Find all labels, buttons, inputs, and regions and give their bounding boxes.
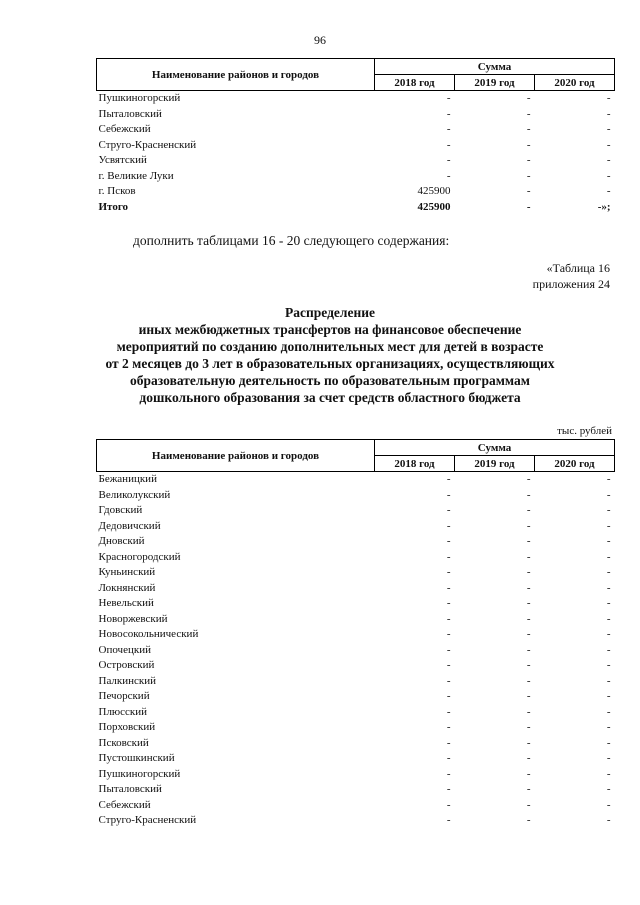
value-2019: - (526, 798, 531, 811)
value-2019: - (526, 535, 531, 548)
value-2020: - (606, 659, 611, 672)
value-2019: - (526, 566, 531, 579)
table-row (97, 488, 615, 504)
value-2020: - (606, 169, 611, 182)
table-row (97, 138, 615, 154)
table-row (97, 91, 615, 107)
title-line: иных межбюджетных трансфертов на финансовое обеспечение (138, 322, 522, 337)
value-2020: - (606, 123, 611, 136)
value-2020: - (606, 550, 611, 563)
district-name: Пушкиногорский (98, 767, 181, 780)
value-2019: - (526, 504, 531, 517)
value-2019: - (526, 690, 531, 703)
title-line: дошкольного образования за счет средств областного бюджета (139, 390, 521, 405)
district-name: Пыталовский (98, 107, 162, 120)
district-name: Куньинский (98, 566, 156, 579)
value-2018: - (446, 767, 451, 780)
value-2018: - (446, 535, 451, 548)
value-2020: - (606, 783, 611, 796)
title-line: образовательную деятельность по образовательным программам (130, 373, 530, 388)
table-2 (96, 439, 615, 829)
table-row (97, 184, 615, 200)
value-2019: - (526, 705, 531, 718)
value-2018: - (446, 581, 451, 594)
district-name: Островский (98, 659, 155, 672)
value-2018: - (446, 92, 451, 105)
table-row (97, 705, 615, 721)
district-name: Гдовский (98, 504, 143, 517)
value-2019: - (526, 721, 531, 734)
value-2018: - (446, 643, 451, 656)
table-row (97, 643, 615, 659)
district-name: Себежский (98, 798, 151, 811)
value-2018: - (446, 612, 451, 625)
page-number: 96 (314, 33, 326, 47)
value-2020: - (606, 736, 611, 749)
table-row (97, 736, 615, 752)
value-2020: - (606, 581, 611, 594)
header-2020: 2020 год (535, 75, 615, 91)
value-2018: - (446, 674, 451, 687)
value-2018: - (446, 705, 451, 718)
value-2020: - (606, 185, 611, 198)
value-2019: - (526, 473, 531, 486)
table-row (97, 472, 615, 488)
table-row (97, 169, 615, 185)
table-row (97, 798, 615, 814)
table-total-row (97, 200, 615, 216)
value-2019: - (526, 612, 531, 625)
district-name: Пустошкинский (98, 752, 175, 765)
header-sum: Сумма (375, 440, 615, 456)
value-2018: - (446, 169, 451, 182)
value-2019: - (526, 519, 531, 532)
district-name: Порховский (98, 721, 156, 734)
district-name: Псковский (98, 736, 149, 749)
value-2019: - (526, 200, 531, 213)
value-2020: - (606, 92, 611, 105)
value-2018: - (446, 519, 451, 532)
value-2020: - (606, 597, 611, 610)
table-row (97, 689, 615, 705)
value-2018: 425900 (417, 185, 451, 198)
district-name: Красногородский (98, 550, 181, 563)
value-2019: - (526, 814, 531, 827)
table-row (97, 107, 615, 123)
district-name: Локнянский (98, 581, 156, 594)
value-2019: - (526, 550, 531, 563)
district-name: Бежаницкий (98, 473, 157, 486)
value-2020: - (606, 767, 611, 780)
value-2018: - (446, 504, 451, 517)
table-row (97, 534, 615, 550)
value-2020: - (606, 690, 611, 703)
value-2018: - (446, 783, 451, 796)
district-name: Печорский (98, 690, 150, 703)
district-name: Плюсский (98, 705, 148, 718)
table-row (97, 581, 615, 597)
value-2020: - (606, 643, 611, 656)
district-name: Себежский (98, 123, 151, 136)
value-2018: - (446, 550, 451, 563)
table-row (97, 153, 615, 169)
value-2020: - (606, 612, 611, 625)
table-row (97, 519, 615, 535)
value-2018: - (446, 721, 451, 734)
table-row (97, 627, 615, 643)
value-2019: - (526, 154, 531, 167)
value-2020: - (606, 798, 611, 811)
table-1-body (97, 91, 615, 216)
value-2020: - (606, 154, 611, 167)
value-2020: - (606, 705, 611, 718)
value-2018: - (446, 154, 451, 167)
value-2020: - (606, 535, 611, 548)
district-name: Пыталовский (98, 783, 162, 796)
value-2018: 425900 (417, 200, 451, 213)
value-2020: - (606, 138, 611, 151)
value-2019: - (526, 107, 531, 120)
value-2018: - (446, 473, 451, 486)
value-2019: - (526, 123, 531, 136)
table-row (97, 658, 615, 674)
value-2018: - (446, 107, 451, 120)
district-name: Великолукский (98, 488, 171, 501)
value-2018: - (446, 798, 451, 811)
table-row (97, 720, 615, 736)
district-name: Опочецкий (98, 643, 151, 656)
value-2020: -»; (597, 200, 611, 213)
value-2020: - (606, 566, 611, 579)
value-2019: - (526, 659, 531, 672)
value-2018: - (446, 659, 451, 672)
value-2020: - (606, 674, 611, 687)
header-sum: Сумма (375, 59, 615, 75)
value-2020: - (606, 473, 611, 486)
district-name: Палкинский (98, 674, 157, 687)
header-name-col: Наименование районов и городов (97, 440, 375, 472)
value-2018: - (446, 814, 451, 827)
value-2018: - (446, 736, 451, 749)
value-2019: - (526, 597, 531, 610)
value-2020: - (606, 814, 611, 827)
table-row (97, 782, 615, 798)
table-row (97, 596, 615, 612)
district-name: Дедовичский (98, 519, 161, 532)
table-row (97, 122, 615, 138)
value-2019: - (526, 185, 531, 198)
value-2019: - (526, 783, 531, 796)
value-2018: - (446, 138, 451, 151)
units-label: тыс. рублей (557, 425, 612, 437)
value-2019: - (526, 643, 531, 656)
value-2019: - (526, 736, 531, 749)
table-row (97, 767, 615, 783)
title-line: Распределение (284, 305, 376, 320)
value-2019: - (526, 169, 531, 182)
district-name: Невельский (98, 597, 154, 610)
header-2020: 2020 год (535, 456, 615, 472)
district-name: г. Псков (98, 185, 136, 198)
header-name-col: Наименование районов и городов (97, 59, 375, 91)
value-2019: - (526, 767, 531, 780)
value-2018: - (446, 597, 451, 610)
value-2018: - (446, 488, 451, 501)
table-row (97, 674, 615, 690)
value-2020: - (606, 519, 611, 532)
header-2018: 2018 год (375, 75, 455, 91)
value-2020: - (606, 721, 611, 734)
table-ref-line1: «Таблица 16 (546, 261, 610, 275)
table-2-body (97, 472, 615, 829)
table-row (97, 503, 615, 519)
table-1 (96, 58, 615, 215)
district-name: Струго-Красненский (98, 138, 197, 151)
district-name: Дновский (98, 535, 145, 548)
value-2019: - (526, 92, 531, 105)
district-name: г. Великие Луки (98, 169, 174, 182)
title-line: мероприятий по созданию дополнительных мест для детей в возрасте (116, 339, 544, 354)
table-row (97, 612, 615, 628)
table-row (97, 565, 615, 581)
value-2020: - (606, 504, 611, 517)
table-row (97, 751, 615, 767)
value-2020: - (606, 752, 611, 765)
district-name: Пушкиногорский (98, 92, 181, 105)
table-row (97, 813, 615, 829)
title-line: от 2 месяцев до 3 лет в образовательных организациях, осуществляющих (105, 356, 555, 371)
value-2019: - (526, 674, 531, 687)
district-name: Новоржевский (98, 612, 168, 625)
value-2018: - (446, 628, 451, 641)
value-2019: - (526, 628, 531, 641)
document-title (60, 304, 600, 406)
value-2018: - (446, 123, 451, 136)
value-2019: - (526, 581, 531, 594)
value-2019: - (526, 752, 531, 765)
value-2018: - (446, 566, 451, 579)
table-ref-line2: приложения 24 (532, 277, 610, 291)
value-2020: - (606, 628, 611, 641)
value-2020: - (606, 107, 611, 120)
value-2019: - (526, 488, 531, 501)
header-2019: 2019 год (455, 75, 535, 91)
header-2018: 2018 год (375, 456, 455, 472)
value-2018: - (446, 690, 451, 703)
header-2019: 2019 год (455, 456, 535, 472)
value-2018: - (446, 752, 451, 765)
district-name: Усвятский (98, 154, 147, 167)
supplement-text: дополнить таблицами 16 - 20 следующего содержания: (133, 233, 450, 248)
value-2019: - (526, 138, 531, 151)
table-row (97, 550, 615, 566)
value-2020: - (606, 488, 611, 501)
district-name: Струго-Красненский (98, 814, 197, 827)
district-name: Итого (98, 200, 129, 213)
district-name: Новосокольнический (98, 628, 199, 641)
table-reference (533, 260, 610, 292)
